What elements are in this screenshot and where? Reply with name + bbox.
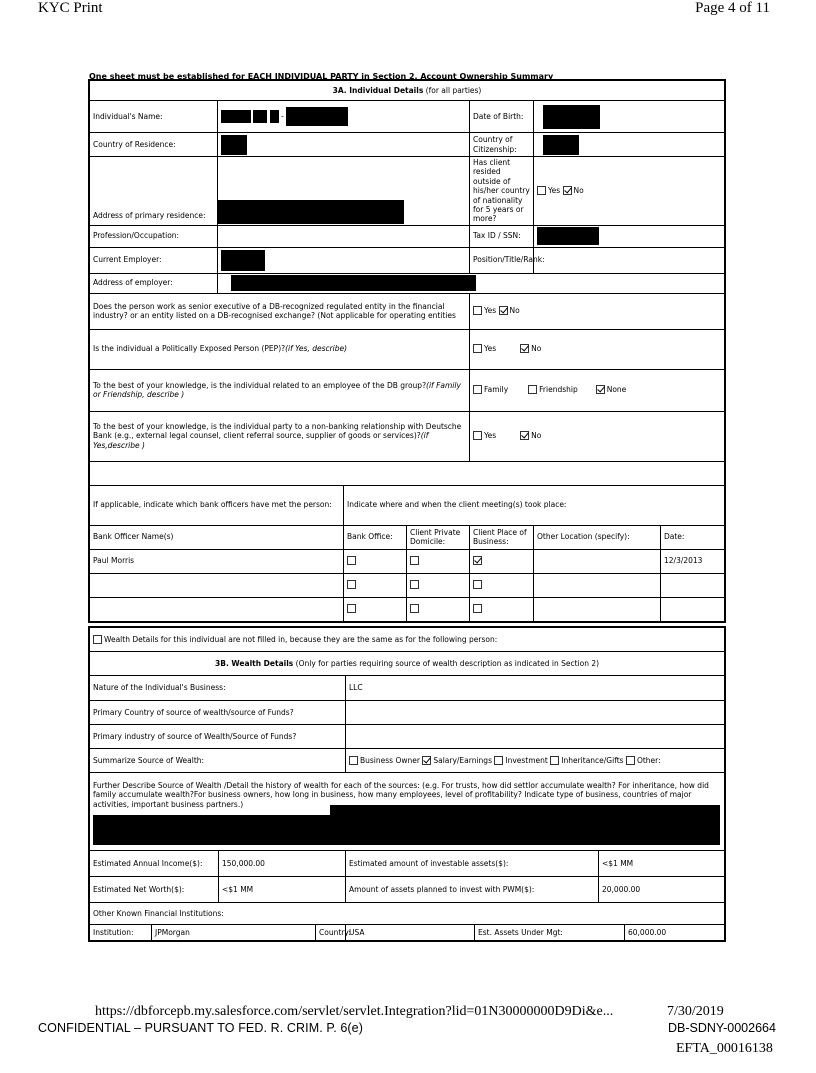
place-of-business-checkbox[interactable]: [473, 604, 482, 613]
label-other-institutions: Other Known Financial Institutions:: [90, 903, 725, 925]
label-annual-income: Estimated Annual Income($):: [90, 851, 219, 877]
value-country-residence: [218, 133, 470, 157]
value-profession: [218, 225, 470, 247]
officers-question: If applicable, indicate which bank officers have met the person:: [90, 485, 344, 525]
value-employer: [218, 247, 470, 273]
value-country: USA: [346, 925, 475, 941]
label-country: Country:: [316, 925, 346, 941]
pep-options: Yes No: [470, 329, 725, 369]
question-pep: Is the individual a Politically Exposed Person (PEP)?(if Yes, describe): [90, 329, 470, 369]
value-primary-industry: [346, 725, 725, 749]
meeting-row: [90, 597, 725, 621]
related-options: Family Friendship None: [470, 369, 725, 411]
label-net-worth: Estimated Net Worth($):: [90, 877, 219, 903]
resided-options: Yes No: [534, 157, 725, 226]
label-employer-address: Address of employer:: [90, 273, 218, 293]
senior-options: Yes No: [470, 293, 725, 329]
other-checkbox[interactable]: [626, 756, 635, 765]
value-net-worth: <$1 MM: [219, 877, 346, 903]
bank-office-checkbox[interactable]: [347, 604, 356, 613]
redaction: [330, 805, 720, 815]
nonbanking-options: Yes No: [470, 411, 725, 461]
col-date: Date:: [661, 525, 725, 549]
nonbank-no-checkbox[interactable]: [520, 431, 529, 440]
redaction: [286, 107, 348, 126]
redaction: [221, 135, 247, 155]
describe-wealth: Further Describe Source of Wealth /Detail the history of wealth for each of the sources: (e.g. For trusts, how did settlor accumulate wealth? For inheritance, how did family accumulate wealth?For business owners, how long in business, how many employees, level of profitability? Indicate type of business, countries of major activities, important business partners.): [90, 773, 725, 851]
redaction: [231, 275, 476, 291]
label-aum: Est. Assets Under Mgt:: [475, 925, 625, 941]
value-employer-address: [218, 273, 725, 293]
value-primary-country: [346, 701, 725, 725]
label-primary-industry: Primary industry of source of Wealth/Source of Funds?: [90, 725, 346, 749]
inheritance-checkbox[interactable]: [550, 756, 559, 765]
spacer-row: [90, 461, 725, 485]
label-country-citizenship: Country of Citizenship:: [470, 133, 534, 157]
confidential-notice: CONFIDENTIAL – PURSUANT TO FED. R. CRIM. P. 6(e): [38, 1021, 363, 1035]
value-institution: JPMorgan: [152, 925, 316, 941]
label-profession: Profession/Occupation:: [90, 225, 218, 247]
col-place-of-business: Client Place of Business:: [470, 525, 534, 549]
label-primary-country: Primary Country of source of wealth/source of Funds?: [90, 701, 346, 725]
related-none-checkbox[interactable]: [596, 385, 605, 394]
other-location: [534, 549, 661, 573]
label-planned-investment: Amount of assets planned to invest with PWM($):: [346, 877, 599, 903]
label-employer: Current Employer:: [90, 247, 218, 273]
pep-yes-checkbox[interactable]: [473, 344, 482, 353]
investment-checkbox[interactable]: [494, 756, 503, 765]
label-summarize-wealth: Summarize Source of Wealth:: [90, 749, 346, 773]
section-3a-title: 3A. Individual Details (for all parties): [90, 81, 725, 101]
private-domicile-checkbox[interactable]: [410, 604, 419, 613]
redaction: [221, 250, 265, 271]
wealth-source-options: Business Owner Salary/Earnings Investment Inheritance/Gifts Other:: [346, 749, 725, 773]
place-of-business-checkbox[interactable]: [473, 580, 482, 589]
label-address: Address of primary residence:: [90, 157, 218, 226]
label-nature-business: Nature of the Individual's Business:: [90, 676, 346, 701]
redaction: [543, 135, 579, 155]
pep-no-checkbox[interactable]: [520, 344, 529, 353]
label-institution: Institution:: [90, 925, 152, 941]
resided-yes-checkbox[interactable]: [537, 186, 546, 195]
label-position: Position/Title/Rank:: [470, 247, 534, 273]
header-left: KYC Print: [38, 0, 103, 16]
question-senior-executive: Does the person work as senior executive of a DB-recognized regulated entity in the financial industry? or an entity listed on a DB-recognised exchange? (Not applicable for operating entities: [90, 293, 470, 329]
label-taxid: Tax ID / SSN:: [470, 225, 534, 247]
section-3b-title: 3B. Wealth Details (Only for parties requiring source of wealth description as indicated in Section 2): [90, 652, 725, 676]
col-private-domicile: Client Private Domicile:: [407, 525, 470, 549]
meeting-date: 12/3/2013: [661, 549, 725, 573]
redaction: [270, 110, 279, 123]
col-officer-names: Bank Officer Name(s): [90, 525, 344, 549]
institution-row: [90, 925, 725, 941]
bank-office-checkbox[interactable]: [347, 556, 356, 565]
related-family-checkbox[interactable]: [473, 385, 482, 394]
wealth-details-table: [89, 627, 725, 941]
redaction: [221, 110, 251, 123]
redaction: [537, 227, 599, 245]
label-individual-name: Individual's Name:: [90, 101, 218, 133]
place-of-business-checkbox[interactable]: [473, 556, 482, 565]
value-aum: 60,000.00: [625, 925, 725, 941]
meeting-row: [90, 573, 725, 597]
related-friendship-checkbox[interactable]: [528, 385, 537, 394]
bates-number: DB-SDNY-0002664: [668, 1021, 776, 1035]
meeting-row: [90, 549, 725, 573]
redaction: [93, 815, 720, 845]
label-dob: Date of Birth:: [470, 101, 534, 133]
instruction-note: One sheet must be established for EACH INDIVIDUAL PARTY in Section 2. Account Ownership Summary: [89, 72, 554, 81]
value-position: [534, 247, 725, 273]
question-nonbanking: To the best of your knowledge, is the individual party to a non-banking relationship with Deutsche Bank (e.g., external legal counsel, client referral source, supplier of goods or services)?(if Yes,describe ): [90, 411, 470, 461]
business-owner-checkbox[interactable]: [349, 756, 358, 765]
col-other-location: Other Location (specify):: [534, 525, 661, 549]
meeting-question: Indicate where and when the client meeting(s) took place:: [344, 485, 725, 525]
value-address: [218, 157, 470, 226]
senior-no-checkbox[interactable]: [499, 306, 508, 315]
bank-office-checkbox[interactable]: [347, 580, 356, 589]
senior-yes-checkbox[interactable]: [473, 306, 482, 315]
individual-details-table: [89, 80, 725, 622]
label-investable-assets: Estimated amount of investable assets($):: [346, 851, 599, 877]
footer-url: https://dbforcepb.my.salesforce.com/servlet/servlet.Integration?lid=01N30000000D9Di&e...: [95, 1004, 614, 1019]
redaction: [218, 200, 404, 224]
private-domicile-checkbox[interactable]: [410, 556, 419, 565]
resided-no-checkbox[interactable]: [563, 186, 572, 195]
nonbank-yes-checkbox[interactable]: [473, 431, 482, 440]
value-taxid: [534, 225, 725, 247]
question-resided-outside: Has client resided outside of his/her country of nationality for 5 years or more?: [470, 157, 534, 226]
question-related-employee: To the best of your knowledge, is the individual related to an employee of the DB group?(if Family or Friendship, describe ): [90, 369, 470, 411]
footer-date: 7/30/2019: [667, 1004, 724, 1019]
efta-number: EFTA_00016138: [676, 1041, 773, 1056]
value-individual-name: -: [218, 101, 470, 133]
value-planned-investment: 20,000.00: [599, 877, 725, 903]
salary-checkbox[interactable]: [422, 756, 431, 765]
label-country-residence: Country of Residence:: [90, 133, 218, 157]
redaction: [253, 110, 267, 123]
private-domicile-checkbox[interactable]: [410, 580, 419, 589]
officer-name: Paul Morris: [90, 549, 344, 573]
same-as-row: Wealth Details for this individual are not filled in, because they are the same as for the following person:: [90, 628, 725, 652]
value-annual-income: 150,000.00: [219, 851, 346, 877]
col-bank-office: Bank Office:: [344, 525, 407, 549]
value-nature-business: LLC: [346, 676, 725, 701]
header-right: Page 4 of 11: [695, 0, 770, 16]
value-investable-assets: <$1 MM: [599, 851, 725, 877]
value-dob: [534, 101, 725, 133]
redaction: [543, 105, 600, 129]
value-country-citizenship: [534, 133, 725, 157]
same-as-checkbox[interactable]: [93, 635, 102, 644]
